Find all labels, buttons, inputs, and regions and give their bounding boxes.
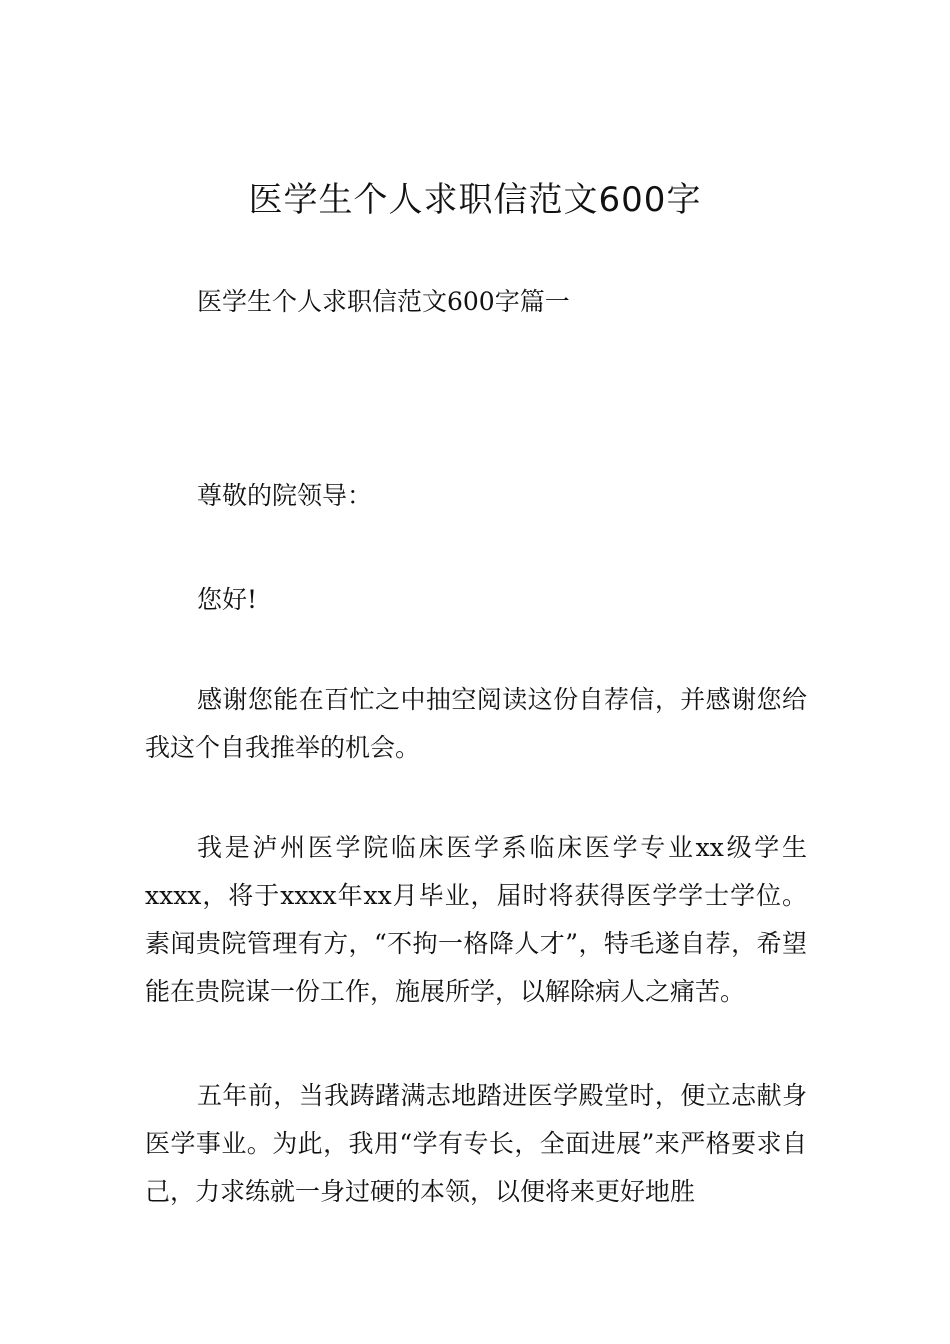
paragraph-introduction: 我是泸州医学院临床医学系临床医学专业xx级学生xxxx，将于xxxx年xx月毕业，届时将获得医学学士学位。素闻贵院管理有方，“不拘一格降人才”，特毛遂自荐，希望能在贵院谋一份工作，施展所学，以解除病人之痛苦。 — [145, 833, 807, 1006]
letter-greeting: 您好! — [197, 585, 258, 614]
paragraph-background: 五年前，当我踌躇满志地踏进医学殿堂时，便立志献身医学事业。为此，我用“学有专长，全面进展”来严格要求自己，力求练就一身过硬的本领，以便将来更好地胜 — [145, 1081, 807, 1206]
section-subtitle: 医学生个人求职信范文600字篇一 — [197, 287, 570, 316]
paragraph-thanks: 感谢您能在百忙之中抽空阅读这份自荐信，并感谢您给我这个自我推举的机会。 — [145, 685, 807, 762]
letter-salutation: 尊敬的院领导： — [197, 481, 373, 510]
document-title: 医学生个人求职信范文600字 — [248, 180, 702, 220]
